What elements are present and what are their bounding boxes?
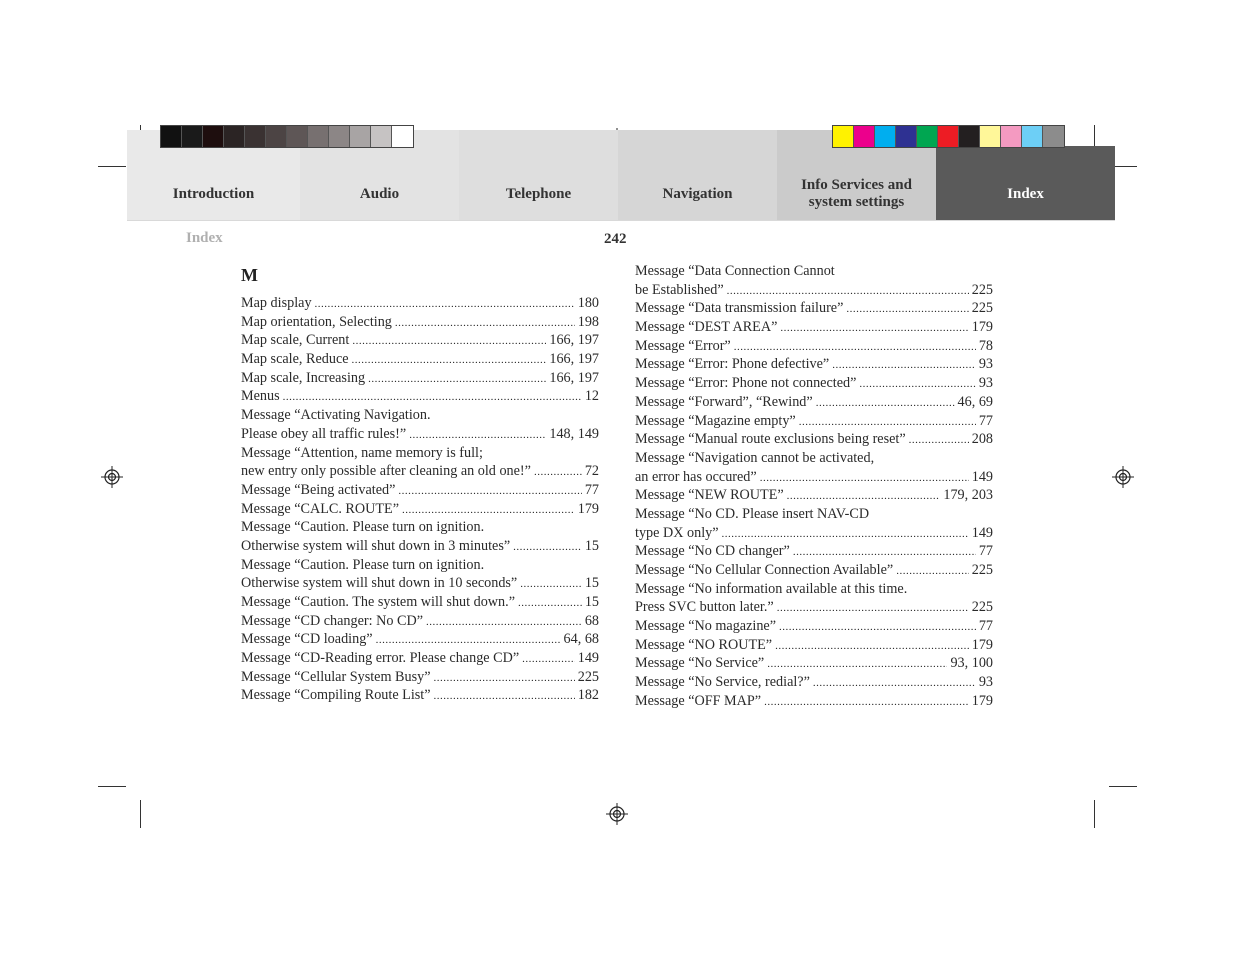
index-page-ref[interactable]: 166, 197 [549, 332, 599, 349]
index-entry [241, 630, 599, 649]
index-entry-text: Otherwise system will shut down in 10 seconds” [241, 575, 518, 592]
index-entry [635, 673, 993, 692]
color-swatch [959, 126, 980, 147]
index-page-ref[interactable]: 149 [577, 650, 599, 667]
index-column-right [635, 262, 993, 711]
index-entry [241, 649, 599, 668]
index-entry-text: Map scale, Increasing [241, 369, 366, 386]
crop-mark [1109, 786, 1137, 787]
header-divider [127, 220, 1115, 221]
page-number: 242 [604, 231, 627, 247]
index-entry [635, 318, 993, 337]
crop-mark [1094, 800, 1095, 828]
index-entry-text: Message “No CD changer” [635, 543, 790, 560]
registration-mark-icon [101, 466, 123, 488]
color-swatch [854, 126, 875, 147]
crop-mark [98, 786, 126, 787]
dot-leader [522, 649, 575, 668]
dot-leader [722, 524, 969, 543]
color-swatch [182, 126, 203, 147]
tab-label: Info Services and system settings [801, 177, 912, 210]
index-entry [241, 686, 599, 705]
color-swatch [392, 126, 413, 147]
index-column-left [241, 294, 599, 705]
index-entry-text: Message “Manual route exclusions being reset” [635, 431, 906, 448]
grayscale-calibration-bar [160, 125, 414, 148]
index-entry [635, 468, 993, 487]
dot-leader [859, 374, 975, 393]
dot-leader [368, 369, 546, 388]
index-entry-text: Message “No information available at this time. [635, 580, 908, 597]
index-entry [241, 462, 599, 481]
index-entry-text: Message “Cellular System Busy” [241, 668, 431, 685]
tab-label: Introduction [172, 185, 255, 202]
dot-leader [832, 355, 976, 374]
color-swatch [980, 126, 1001, 147]
index-entry-text: Message “CD-Reading error. Please change CD” [241, 650, 520, 667]
dot-leader [760, 468, 969, 487]
index-entry-text: Please obey all traffic rules!” [241, 425, 407, 442]
index-entry [241, 406, 599, 425]
index-entry-text: Message “OFF MAP” [635, 692, 762, 709]
color-swatch [350, 126, 371, 147]
index-entry [635, 430, 993, 449]
index-entry-text: Message “Caution. The system will shut down.” [241, 594, 515, 610]
tab-index[interactable] [936, 146, 1115, 220]
index-entry-text: Menus [241, 388, 280, 405]
index-page-ref[interactable]: 182 [577, 687, 599, 704]
index-entry-text: Message “Error: Phone not connected” [635, 375, 857, 392]
index-entry [241, 500, 599, 519]
dot-leader [793, 542, 976, 561]
index-page-ref[interactable]: 93 [978, 375, 993, 392]
index-entry [241, 556, 599, 575]
index-entry-text: type DX only” [635, 524, 719, 541]
index-page-ref[interactable]: 72 [584, 463, 599, 480]
section-label: Index [186, 230, 223, 246]
dot-leader [315, 294, 575, 313]
index-page-ref[interactable]: 225 [971, 300, 993, 317]
index-entry-text: Message “Being activated” [241, 481, 396, 498]
index-entry-text: Message “DEST AREA” [635, 319, 778, 336]
color-swatch [203, 126, 224, 147]
index-entry [241, 574, 599, 593]
index-page-ref[interactable]: 77 [978, 543, 993, 560]
dot-leader [813, 673, 976, 692]
index-page-ref[interactable]: 148, 149 [549, 425, 599, 442]
color-swatch [287, 126, 308, 147]
index-entry [635, 617, 993, 636]
index-entry-text: Message “Data Connection Cannot [635, 263, 835, 279]
index-entry [635, 524, 993, 543]
color-swatch [371, 126, 392, 147]
registration-mark-icon [606, 803, 628, 825]
index-entry-text: Message “NEW ROUTE” [635, 487, 784, 504]
dot-leader [779, 617, 976, 636]
index-entry-text: Message “Navigation cannot be activated, [635, 449, 875, 466]
index-entry [241, 537, 599, 556]
index-page-ref[interactable]: 179 [577, 500, 599, 517]
color-swatch [1001, 126, 1022, 147]
index-entry-text: Message “No Cellular Connection Available” [635, 562, 894, 578]
index-entry-text: Message “No Service, redial?” [635, 674, 810, 691]
index-entry-text: Message “No magazine” [635, 618, 777, 635]
index-entry [635, 393, 993, 412]
index-entry [635, 449, 993, 468]
color-swatch [1022, 126, 1043, 147]
index-page-ref[interactable]: 46, 69 [957, 393, 993, 410]
index-page-ref[interactable]: 149 [971, 468, 993, 485]
index-entry [241, 387, 599, 406]
index-entry-text: be Established” [635, 281, 724, 298]
index-page-ref[interactable]: 78 [978, 337, 993, 354]
dot-leader [909, 430, 969, 449]
index-page-ref[interactable]: 179 [971, 319, 993, 336]
index-entry [241, 425, 599, 444]
index-entry-text: Message “CALC. ROUTE” [241, 500, 400, 517]
color-swatch [161, 126, 182, 147]
index-entry-text: Map scale, Reduce [241, 351, 349, 368]
dot-leader [734, 337, 976, 356]
color-swatch [308, 126, 329, 147]
index-entry-text: Map scale, Current [241, 332, 350, 349]
index-page-ref[interactable]: 166, 197 [549, 351, 599, 368]
color-swatch [329, 126, 350, 147]
index-entry-text: Message “CD changer: No CD” [241, 612, 424, 629]
index-entry-text: Message “Error” [635, 337, 731, 354]
tab-label: Audio [359, 185, 400, 202]
index-entry [635, 412, 993, 431]
color-swatch [875, 126, 896, 147]
index-entry [635, 580, 993, 599]
index-page-ref[interactable]: 149 [971, 524, 993, 541]
index-entry-text: Message “Caution. Please turn on ignition. [241, 556, 485, 573]
dot-leader [402, 500, 575, 519]
index-page-ref[interactable]: 15 [584, 537, 599, 554]
tab-label: Telephone [505, 185, 572, 202]
index-page-ref[interactable]: 180 [577, 295, 599, 311]
index-entry [241, 593, 599, 612]
index-page-ref[interactable]: 64, 68 [563, 631, 599, 648]
dot-leader [352, 350, 547, 369]
tab-label: Index [1007, 185, 1044, 202]
index-entry [635, 692, 993, 711]
index-page-ref[interactable]: 77 [978, 618, 993, 635]
index-page-ref[interactable]: 179 [971, 692, 993, 709]
dot-leader [395, 313, 575, 332]
index-entry-text: Message “No CD. Please insert NAV-CD [635, 505, 870, 522]
dot-leader [534, 462, 582, 481]
index-letter-heading: M [241, 265, 258, 285]
index-page-ref[interactable]: 225 [971, 599, 993, 616]
index-entry [241, 668, 599, 687]
tab-telephone[interactable] [459, 130, 618, 220]
color-calibration-bar [832, 125, 1065, 148]
index-entry [635, 299, 993, 318]
index-entry [635, 262, 993, 281]
index-entry-text: Message “Forward”, “Rewind” [635, 393, 813, 410]
index-entry [635, 281, 993, 300]
color-swatch [266, 126, 287, 147]
index-entry-text: Message “NO ROUTE” [635, 636, 773, 653]
dot-leader [376, 630, 561, 649]
crop-mark [140, 800, 141, 828]
color-swatch [245, 126, 266, 147]
dot-leader [846, 299, 968, 318]
index-page-ref[interactable]: 15 [584, 575, 599, 592]
dot-leader [777, 598, 969, 617]
color-swatch [1043, 126, 1064, 147]
index-entry [241, 444, 599, 463]
index-page-ref[interactable]: 179 [971, 636, 993, 653]
dot-leader [434, 668, 575, 687]
index-page-ref[interactable]: 179, 203 [943, 487, 993, 504]
index-page-ref[interactable]: 93, 100 [950, 655, 993, 672]
index-entry-text: Message “Data transmission failure” [635, 300, 844, 317]
dot-leader [727, 281, 969, 300]
dot-leader [434, 686, 575, 705]
index-entry-text: Message “Magazine empty” [635, 412, 796, 429]
index-entry-text: Message “Error: Phone defective” [635, 356, 830, 373]
tab-label: Navigation [662, 185, 733, 202]
index-entry [241, 481, 599, 500]
index-entry [635, 598, 993, 617]
crop-mark [98, 166, 126, 167]
index-entry [635, 654, 993, 673]
index-entry [241, 612, 599, 631]
index-entry [635, 355, 993, 374]
index-page-ref[interactable]: 208 [971, 431, 993, 448]
dot-leader [787, 486, 941, 505]
index-entry [635, 374, 993, 393]
dot-leader [896, 561, 969, 580]
registration-mark-icon [1112, 466, 1134, 488]
index-entry [241, 313, 599, 332]
index-page-ref[interactable]: 225 [577, 668, 599, 685]
index-entry-text: Otherwise system will shut down in 3 minutes” [241, 537, 511, 554]
dot-leader [409, 425, 546, 444]
index-entry-text: Message “Caution. Please turn on ignition. [241, 519, 485, 536]
dot-leader [352, 331, 546, 350]
index-entry [635, 542, 993, 561]
index-entry [241, 350, 599, 369]
index-entry-text: Message “Activating Navigation. [241, 407, 431, 424]
index-entry [241, 369, 599, 388]
dot-leader [764, 692, 969, 711]
index-entry-text: Map display [241, 295, 312, 311]
index-entry-text: Message “CD loading” [241, 631, 373, 648]
dot-leader [780, 318, 968, 337]
color-swatch [833, 126, 854, 147]
index-entry-text: Message “Compiling Route List” [241, 687, 431, 704]
color-swatch [896, 126, 917, 147]
index-page-ref[interactable]: 166, 197 [549, 369, 599, 386]
dot-leader [775, 636, 969, 655]
index-entry [241, 518, 599, 537]
index-entry [241, 331, 599, 350]
dot-leader [283, 387, 582, 406]
dot-leader [513, 537, 582, 556]
index-page-ref[interactable]: 93 [978, 674, 993, 691]
index-page-ref[interactable]: 198 [577, 313, 599, 330]
index-entry [635, 337, 993, 356]
index-entry [635, 636, 993, 655]
tab-navigation[interactable] [618, 130, 777, 220]
dot-leader [518, 593, 582, 612]
dot-leader [398, 481, 581, 500]
index-page-ref[interactable]: 225 [971, 562, 993, 578]
color-swatch [938, 126, 959, 147]
color-swatch [224, 126, 245, 147]
index-page-ref[interactable]: 77 [978, 412, 993, 429]
dot-leader [799, 412, 976, 431]
index-page-ref[interactable]: 15 [584, 594, 599, 610]
dot-leader [816, 393, 955, 412]
index-entry-text: Press SVC button later.” [635, 599, 774, 616]
color-swatch [917, 126, 938, 147]
index-entry-text: an error has occured” [635, 468, 757, 485]
index-page-ref[interactable]: 225 [971, 281, 993, 298]
index-entry-text: Message “No Service” [635, 655, 765, 672]
dot-leader [426, 612, 582, 631]
index-entry [241, 294, 599, 313]
index-entry-text: new entry only possible after cleaning an old one!” [241, 463, 531, 480]
dot-leader [520, 574, 582, 593]
index-entry-text: Map orientation, Selecting [241, 313, 392, 330]
index-entry [635, 486, 993, 505]
index-page-ref[interactable]: 93 [978, 356, 993, 373]
index-page-ref[interactable]: 68 [584, 612, 599, 629]
index-page-ref[interactable]: 12 [584, 388, 599, 405]
index-page-ref[interactable]: 77 [584, 481, 599, 498]
index-entry-text: Message “Attention, name memory is full; [241, 444, 483, 461]
index-entry [635, 561, 993, 580]
dot-leader [767, 654, 947, 673]
index-entry [635, 505, 993, 524]
